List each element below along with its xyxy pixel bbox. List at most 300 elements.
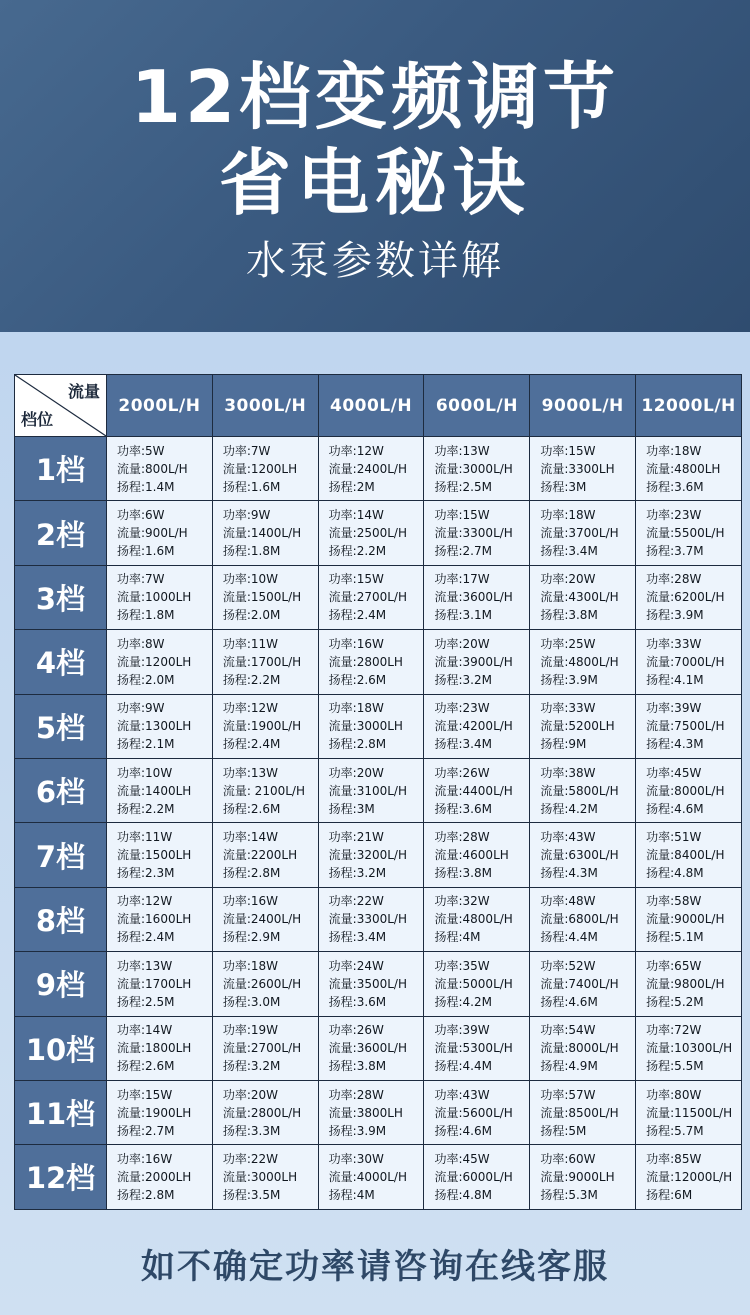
head-value: 扬程:3.2M: [222, 1059, 281, 1074]
page-title: 12档变频调节: [130, 55, 620, 139]
flow-value: 流量:6200L/H: [646, 590, 725, 605]
spec-cell: [212, 1145, 318, 1209]
head-value: 扬程:2.8M: [117, 1187, 175, 1202]
head-value: 扬程:2.5M: [434, 479, 492, 494]
power-value: 功率:14W: [328, 508, 384, 523]
head-value: 扬程:3.7M: [646, 544, 704, 559]
spec-cell: [107, 1016, 213, 1080]
corner-header-cell: [15, 375, 107, 437]
flow-value: 流量:9000L/H: [646, 912, 725, 927]
page-title-line2: 省电秘诀: [218, 141, 531, 225]
head-value: 扬程:4.4M: [540, 930, 598, 945]
page-subtitle: 水泵参数详解: [246, 238, 504, 284]
spec-cell: [318, 565, 424, 629]
spec-cell: [107, 565, 213, 629]
power-value: 功率:19W: [222, 1023, 279, 1038]
footer-note: 如不确定功率请咨询在线客服: [141, 1247, 609, 1287]
power-value: 功率:18W: [540, 508, 596, 523]
head-value: 扬程:3.9M: [328, 1123, 387, 1138]
power-value: 功率:6W: [117, 508, 165, 523]
table-row: [15, 952, 742, 1016]
power-value: 功率:16W: [328, 636, 384, 651]
column-header: 4000L/H: [318, 375, 424, 437]
head-value: 扬程:2.2M: [222, 672, 281, 687]
head-value: 扬程:5.2M: [646, 994, 704, 1009]
power-value: 功率:43W: [434, 1087, 490, 1102]
flow-header-label: 流量: [67, 382, 100, 401]
column-header: 12000L/H: [636, 375, 742, 437]
power-value: 功率:15W: [117, 1087, 173, 1102]
power-value: 功率:43W: [540, 830, 596, 845]
spec-cell: [212, 437, 318, 501]
power-value: 功率:48W: [540, 894, 596, 909]
power-value: 功率:25W: [540, 636, 596, 651]
spec-cell: [530, 501, 636, 565]
spec-cell: [107, 630, 213, 694]
flow-value: 流量:9800L/H: [646, 976, 725, 991]
spec-cell: [107, 694, 213, 758]
power-value: 功率:57W: [540, 1087, 596, 1102]
power-value: 功率:15W: [540, 443, 596, 458]
head-value: 扬程:3.4M: [328, 930, 387, 945]
flow-value: 流量:4800LH: [646, 461, 721, 476]
spec-cell: [107, 501, 213, 565]
power-value: 功率:20W: [434, 636, 490, 651]
power-value: 功率:30W: [328, 1151, 384, 1166]
flow-value: 流量:5000L/H: [434, 976, 513, 991]
power-value: 功率:85W: [646, 1151, 702, 1166]
head-value: 扬程:9M: [540, 737, 587, 752]
spec-cell: [424, 1145, 530, 1209]
power-value: 功率:18W: [222, 958, 279, 973]
gear-label: 1档: [15, 437, 107, 501]
flow-value: 流量:3700L/H: [540, 526, 619, 541]
flow-value: 流量:3500L/H: [328, 976, 407, 991]
head-value: 扬程:2.8M: [222, 866, 281, 881]
flow-value: 流量:3300LH: [540, 461, 615, 476]
spec-cell: [636, 630, 742, 694]
flow-value: 流量:8000L/H: [646, 783, 725, 798]
spec-cell: [212, 630, 318, 694]
flow-value: 流量:3200L/H: [328, 848, 407, 863]
spec-cell: [318, 694, 424, 758]
head-value: 扬程:4.8M: [646, 866, 704, 881]
spec-cell: [636, 437, 742, 501]
power-value: 功率:5W: [117, 443, 165, 458]
power-value: 功率:26W: [328, 1023, 384, 1038]
flow-value: 流量:1400L/H: [222, 526, 302, 541]
power-value: 功率:28W: [646, 572, 702, 587]
head-value: 扬程:6M: [646, 1187, 693, 1202]
power-value: 功率:23W: [646, 508, 702, 523]
flow-value: 流量:1900L/H: [222, 719, 302, 734]
spec-cell: [424, 823, 530, 887]
power-value: 功率:32W: [434, 894, 490, 909]
spec-cell: [530, 1016, 636, 1080]
head-value: 扬程:2.4M: [117, 930, 175, 945]
power-value: 功率:8W: [117, 636, 165, 651]
table-row: [15, 630, 742, 694]
flow-value: 流量:3000LH: [222, 1169, 298, 1184]
spec-cell: [424, 1016, 530, 1080]
flow-value: 流量:4200L/H: [434, 719, 513, 734]
spec-cell: [530, 823, 636, 887]
flow-value: 流量:5200LH: [540, 719, 615, 734]
flow-value: 流量:11500L/H: [646, 1105, 733, 1120]
head-value: 扬程:2M: [328, 479, 375, 494]
flow-value: 流量:3900L/H: [434, 654, 513, 669]
head-value: 扬程:2.2M: [117, 801, 175, 816]
gear-label: 2档: [15, 501, 107, 565]
spec-cell: [107, 758, 213, 822]
flow-value: 流量:2000LH: [117, 1169, 192, 1184]
head-value: 扬程:3M: [540, 479, 587, 494]
head-value: 扬程:4M: [434, 930, 481, 945]
flow-value: 流量:3000LH: [328, 719, 403, 734]
head-value: 扬程:2.3M: [117, 866, 175, 881]
flow-value: 流量:1200LH: [222, 461, 298, 476]
power-value: 功率:16W: [222, 894, 279, 909]
power-value: 功率:12W: [117, 894, 173, 909]
spec-cell: [318, 758, 424, 822]
flow-value: 流量:7000L/H: [646, 654, 725, 669]
head-value: 扬程:4.3M: [540, 866, 598, 881]
gear-label: 4档: [15, 630, 107, 694]
table-row: [15, 565, 742, 629]
flow-value: 流量:5500L/H: [646, 526, 725, 541]
spec-cell: [212, 823, 318, 887]
power-value: 功率:24W: [328, 958, 384, 973]
gear-label: 12档: [15, 1145, 107, 1209]
spec-cell: [318, 1145, 424, 1209]
flow-value: 流量:8400L/H: [646, 848, 725, 863]
head-value: 扬程:2.9M: [222, 930, 281, 945]
spec-cell: [636, 1080, 742, 1144]
table-row: [15, 501, 742, 565]
head-value: 扬程:4.6M: [646, 801, 704, 816]
power-value: 功率:13W: [117, 958, 173, 973]
head-value: 扬程:3.8M: [434, 866, 492, 881]
spec-cell: [318, 1080, 424, 1144]
head-value: 扬程:4.2M: [434, 994, 492, 1009]
spec-cell: [107, 1080, 213, 1144]
head-value: 扬程:2.1M: [117, 737, 175, 752]
head-value: 扬程:2.6M: [222, 801, 281, 816]
flow-value: 流量:3800LH: [328, 1105, 403, 1120]
power-value: 功率:20W: [540, 572, 596, 587]
spec-cell: [530, 887, 636, 951]
power-value: 功率:20W: [328, 765, 384, 780]
gear-label: 3档: [15, 565, 107, 629]
power-value: 功率:17W: [434, 572, 490, 587]
spec-cell: [212, 758, 318, 822]
table-row: [15, 437, 742, 501]
power-value: 功率:14W: [117, 1023, 173, 1038]
head-value: 扬程:3.2M: [434, 672, 492, 687]
flow-value: 流量:10300L/H: [646, 1041, 733, 1056]
spec-cell: [636, 501, 742, 565]
head-value: 扬程:5.1M: [646, 930, 704, 945]
spec-cell: [636, 823, 742, 887]
spec-cell: [318, 952, 424, 1016]
power-value: 功率:39W: [434, 1023, 490, 1038]
spec-cell: [530, 1145, 636, 1209]
flow-value: 流量:9000LH: [540, 1169, 615, 1184]
spec-cell: [318, 630, 424, 694]
flow-value: 流量:2200LH: [222, 848, 298, 863]
power-value: 功率:20W: [222, 1087, 279, 1102]
gear-label: 7档: [15, 823, 107, 887]
power-value: 功率:21W: [328, 830, 384, 845]
gear-label: 5档: [15, 694, 107, 758]
power-value: 功率:60W: [540, 1151, 596, 1166]
flow-value: 流量:12000L/H: [646, 1169, 733, 1184]
head-value: 扬程:3.6M: [434, 801, 492, 816]
power-value: 功率:22W: [222, 1151, 279, 1166]
spec-cell: [530, 1080, 636, 1144]
spec-cell: [424, 758, 530, 822]
spec-cell: [318, 437, 424, 501]
power-value: 功率:58W: [646, 894, 702, 909]
spec-cell: [212, 565, 318, 629]
flow-value: 流量:1500LH: [117, 848, 192, 863]
flow-value: 流量:2800L/H: [222, 1105, 302, 1120]
head-value: 扬程:4.2M: [540, 801, 598, 816]
column-header: 9000L/H: [530, 375, 636, 437]
head-value: 扬程:3.1M: [434, 608, 492, 623]
flow-value: 流量:3300L/H: [434, 526, 513, 541]
head-value: 扬程:3.4M: [434, 737, 492, 752]
power-value: 功率:65W: [646, 958, 702, 973]
spec-cell: [424, 630, 530, 694]
head-value: 扬程:4.6M: [540, 994, 598, 1009]
power-value: 功率:22W: [328, 894, 384, 909]
head-value: 扬程:5.7M: [646, 1123, 704, 1138]
table-row: [15, 1145, 742, 1209]
gear-label: 10档: [15, 1016, 107, 1080]
column-header: 2000L/H: [107, 375, 213, 437]
spec-cell: [636, 1016, 742, 1080]
head-value: 扬程:3.5M: [222, 1187, 281, 1202]
flow-value: 流量:2500L/H: [328, 526, 407, 541]
head-value: 扬程:3.8M: [540, 608, 598, 623]
spec-cell: [212, 501, 318, 565]
table-row: [15, 758, 742, 822]
power-value: 功率:7W: [222, 443, 271, 458]
spec-cell: [318, 823, 424, 887]
spec-cell: [107, 1145, 213, 1209]
flow-value: 流量:1300LH: [117, 719, 192, 734]
spec-cell: [107, 952, 213, 1016]
table-body: [15, 437, 742, 1210]
head-value: 扬程:3.0M: [222, 994, 281, 1009]
head-value: 扬程:3.6M: [646, 479, 704, 494]
power-value: 功率:12W: [222, 701, 279, 716]
head-value: 扬程:5M: [540, 1123, 587, 1138]
spec-cell: [530, 565, 636, 629]
gear-header-label: 档位: [21, 410, 54, 429]
head-value: 扬程:2.7M: [434, 544, 492, 559]
table-row: [15, 1016, 742, 1080]
flow-value: 流量:6300L/H: [540, 848, 619, 863]
flow-value: 流量:2400L/H: [222, 912, 302, 927]
spec-cell: [636, 758, 742, 822]
flow-value: 流量:8000L/H: [540, 1041, 619, 1056]
head-value: 扬程:2.4M: [222, 737, 281, 752]
spec-cell: [530, 437, 636, 501]
power-value: 功率:28W: [328, 1087, 384, 1102]
head-value: 扬程:3M: [328, 801, 375, 816]
flow-value: 流量:1500L/H: [222, 590, 302, 605]
spec-cell: [212, 694, 318, 758]
header-banner: [0, 0, 750, 332]
power-value: 功率:28W: [434, 830, 490, 845]
spec-cell: [424, 694, 530, 758]
head-value: 扬程:3.3M: [222, 1123, 281, 1138]
head-value: 扬程:4.1M: [646, 672, 704, 687]
flow-value: 流量:3600L/H: [434, 590, 513, 605]
flow-value: 流量:900L/H: [117, 526, 188, 541]
power-value: 功率:11W: [117, 830, 173, 845]
pump-parameter-table: [14, 374, 742, 1210]
gear-label: 6档: [15, 758, 107, 822]
power-value: 功率:9W: [222, 508, 271, 523]
spec-cell: [636, 1145, 742, 1209]
head-value: 扬程:2.8M: [328, 737, 387, 752]
gear-label: 8档: [15, 887, 107, 951]
power-value: 功率:38W: [540, 765, 596, 780]
flow-value: 流量:4800L/H: [540, 654, 619, 669]
power-value: 功率:13W: [222, 765, 279, 780]
power-value: 功率:80W: [646, 1087, 702, 1102]
head-value: 扬程:4.4M: [434, 1059, 492, 1074]
power-value: 功率:7W: [117, 572, 165, 587]
head-value: 扬程:1.6M: [117, 544, 175, 559]
power-value: 功率:51W: [646, 830, 702, 845]
head-value: 扬程:5.3M: [540, 1187, 598, 1202]
flow-value: 流量:5300L/H: [434, 1041, 513, 1056]
head-value: 扬程:2.5M: [117, 994, 175, 1009]
power-value: 功率:15W: [434, 508, 490, 523]
power-value: 功率:12W: [328, 443, 384, 458]
flow-value: 流量:2400L/H: [328, 461, 407, 476]
power-value: 功率:13W: [434, 443, 490, 458]
flow-value: 流量:1200LH: [117, 654, 192, 669]
power-value: 功率:11W: [222, 636, 279, 651]
power-value: 功率:18W: [328, 701, 384, 716]
spec-cell: [424, 565, 530, 629]
spec-cell: [530, 630, 636, 694]
spec-cell: [636, 694, 742, 758]
table-header-row: [15, 375, 742, 437]
flow-value: 流量:2800LH: [328, 654, 403, 669]
flow-value: 流量:800L/H: [117, 461, 188, 476]
flow-value: 流量:1700L/H: [222, 654, 302, 669]
column-header: 6000L/H: [424, 375, 530, 437]
flow-value: 流量:2700L/H: [328, 590, 407, 605]
spec-cell: [212, 1016, 318, 1080]
head-value: 扬程:3.2M: [328, 866, 387, 881]
flow-value: 流量:4400L/H: [434, 783, 513, 798]
head-value: 扬程:4.9M: [540, 1059, 598, 1074]
column-header: 3000L/H: [212, 375, 318, 437]
spec-cell: [107, 437, 213, 501]
flow-value: 流量:7400L/H: [540, 976, 619, 991]
head-value: 扬程:1.8M: [222, 544, 281, 559]
head-value: 扬程:2.0M: [222, 608, 281, 623]
head-value: 扬程:2.4M: [328, 608, 387, 623]
flow-value: 流量:3300L/H: [328, 912, 407, 927]
head-value: 扬程:4.8M: [434, 1187, 492, 1202]
flow-value: 流量:5800L/H: [540, 783, 619, 798]
power-value: 功率:35W: [434, 958, 490, 973]
spec-cell: [424, 1080, 530, 1144]
flow-value: 流量:1700LH: [117, 976, 192, 991]
head-value: 扬程:3.6M: [328, 994, 387, 1009]
power-value: 功率:45W: [646, 765, 702, 780]
power-value: 功率:45W: [434, 1151, 490, 1166]
head-value: 扬程:1.4M: [117, 479, 175, 494]
spec-cell: [424, 501, 530, 565]
power-value: 功率:39W: [646, 701, 702, 716]
spec-cell: [424, 437, 530, 501]
flow-value: 流量:4800L/H: [434, 912, 513, 927]
flow-value: 流量:8500L/H: [540, 1105, 619, 1120]
flow-value: 流量:5600L/H: [434, 1105, 513, 1120]
head-value: 扬程:1.8M: [117, 608, 175, 623]
spec-cell: [107, 887, 213, 951]
head-value: 扬程:4.3M: [646, 737, 704, 752]
spec-cell: [530, 758, 636, 822]
table-row: [15, 694, 742, 758]
spec-cell: [424, 887, 530, 951]
power-value: 功率:16W: [117, 1151, 173, 1166]
head-value: 扬程:3.9M: [540, 672, 598, 687]
power-value: 功率:72W: [646, 1023, 702, 1038]
spec-cell: [107, 823, 213, 887]
flow-value: 流量:2700L/H: [222, 1041, 302, 1056]
head-value: 扬程:3.8M: [328, 1059, 387, 1074]
flow-value: 流量:4600LH: [434, 848, 509, 863]
power-value: 功率:15W: [328, 572, 384, 587]
spec-cell: [318, 887, 424, 951]
head-value: 扬程:2.0M: [117, 672, 175, 687]
head-value: 扬程:4.6M: [434, 1123, 492, 1138]
head-value: 扬程:5.5M: [646, 1059, 704, 1074]
power-value: 功率:18W: [646, 443, 702, 458]
head-value: 扬程:2.6M: [328, 672, 387, 687]
flow-value: 流量:1800LH: [117, 1041, 192, 1056]
power-value: 功率:10W: [222, 572, 279, 587]
spec-cell: [424, 952, 530, 1016]
flow-value: 流量:1000LH: [117, 590, 192, 605]
table-row: [15, 823, 742, 887]
table-row: [15, 1080, 742, 1144]
flow-value: 流量:1900LH: [117, 1105, 192, 1120]
power-value: 功率:52W: [540, 958, 596, 973]
spec-cell: [530, 952, 636, 1016]
flow-value: 流量:3600L/H: [328, 1041, 407, 1056]
flow-value: 流量:1400LH: [117, 783, 192, 798]
flow-value: 流量:6000L/H: [434, 1169, 513, 1184]
gear-label: 11档: [15, 1080, 107, 1144]
flow-value: 流量:3100L/H: [328, 783, 407, 798]
head-value: 扬程:3.4M: [540, 544, 598, 559]
head-value: 扬程:2.2M: [328, 544, 387, 559]
spec-cell: [318, 501, 424, 565]
flow-value: 流量: 2100L/H: [222, 783, 305, 798]
table-row: [15, 887, 742, 951]
